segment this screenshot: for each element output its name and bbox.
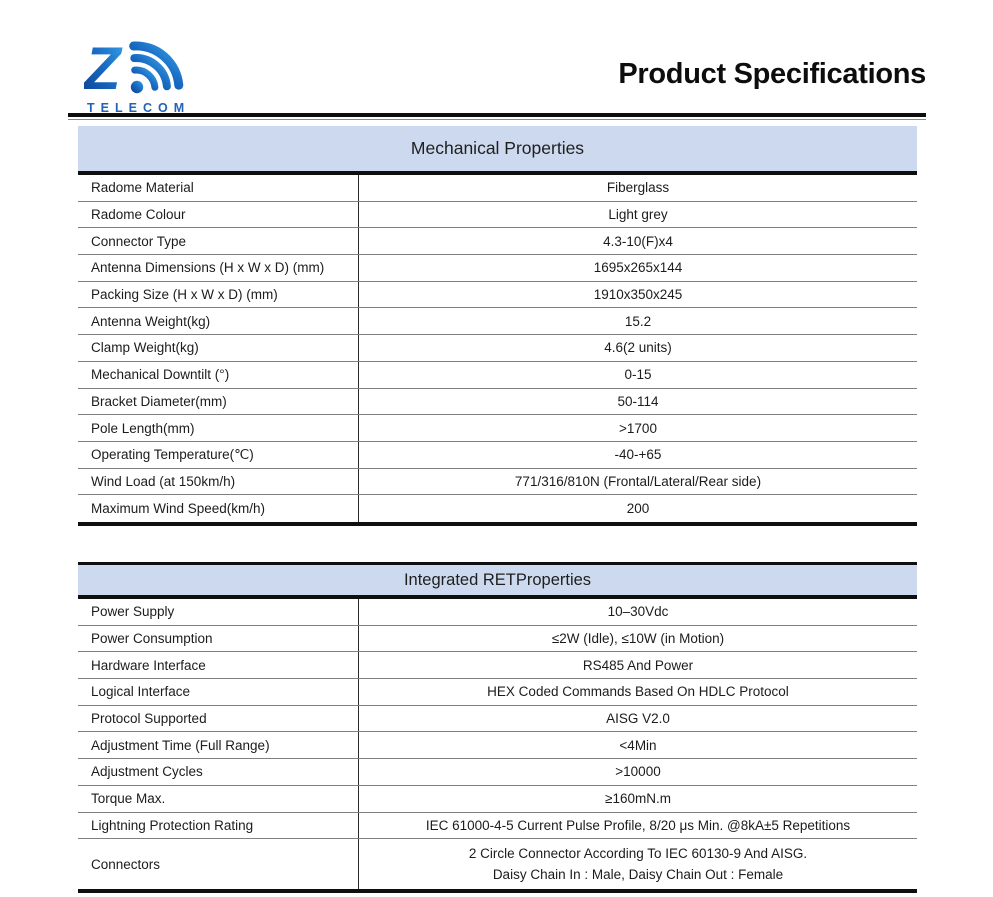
spec-label: Protocol Supported — [78, 706, 359, 732]
spec-value: HEX Coded Commands Based On HDLC Protocol — [487, 684, 789, 700]
table-row — [78, 282, 917, 309]
logo-z-letter: Z — [84, 35, 121, 95]
spec-value: ≤2W (Idle), ≤10W (in Motion) — [551, 631, 725, 647]
spec-value: 4.6(2 units) — [604, 340, 672, 356]
spec-value: AISG V2.0 — [606, 711, 670, 727]
logo-telecom-text: TELECOM — [87, 101, 191, 115]
table-row — [78, 679, 917, 706]
spec-label: Bracket Diameter(mm) — [78, 389, 359, 415]
spec-value: 10–30Vdc — [607, 604, 669, 620]
mechanical-properties-table — [78, 126, 917, 526]
spec-label: Power Consumption — [78, 626, 359, 652]
spec-value: IEC 61000-4-5 Current Pulse Profile, 8/20 μs Min. @8kA±5 Repetitions — [425, 817, 851, 833]
table-row — [78, 813, 917, 840]
spec-label: Adjustment Time (Full Range) — [78, 732, 359, 758]
spec-label: Clamp Weight(kg) — [78, 335, 359, 361]
table-row — [78, 599, 917, 626]
spec-label: Wind Load (at 150km/h) — [78, 469, 359, 495]
table-body — [78, 175, 917, 526]
spec-value: >1700 — [619, 420, 657, 436]
spec-value: <4Min — [619, 737, 657, 753]
spec-value: 200 — [626, 501, 650, 517]
spec-value: 0-15 — [624, 367, 652, 383]
spec-value: 1695x265x144 — [593, 260, 683, 276]
table-row — [78, 442, 917, 469]
spec-value: >10000 — [615, 764, 661, 780]
spec-value: 15.2 — [624, 313, 652, 329]
spec-value: 50-114 — [617, 393, 659, 409]
spec-label: Operating Temperature(℃) — [78, 442, 359, 468]
page-title: Product Specifications — [618, 58, 926, 90]
spec-label: Antenna Weight(kg) — [78, 308, 359, 334]
spec-label: Connector Type — [78, 228, 359, 254]
spec-value: ≥160mN.m — [605, 791, 671, 807]
zd-logo-icon — [84, 33, 202, 95]
table-body — [78, 599, 917, 893]
table-row — [78, 786, 917, 813]
table-row — [78, 469, 917, 496]
table-row — [78, 759, 917, 786]
spec-value-line-2: Daisy Chain In : Male, Daisy Chain Out : Female — [492, 867, 784, 882]
table-row-connectors — [78, 839, 917, 889]
zd-telecom-logo — [84, 33, 204, 115]
spec-label: Connectors — [78, 839, 359, 889]
spec-value: Fiberglass — [606, 180, 670, 196]
spec-label: Maximum Wind Speed(km/h) — [78, 495, 359, 522]
spec-label: Antenna Dimensions (H x W x D) (mm) — [78, 255, 359, 281]
table-row — [78, 706, 917, 733]
spec-value — [359, 839, 917, 889]
table-title: Integrated RETProperties — [78, 565, 917, 599]
header-divider — [68, 113, 926, 120]
table-row — [78, 228, 917, 255]
spec-value: -40-+65 — [614, 447, 662, 463]
table-row — [78, 389, 917, 416]
spec-label: Pole Length(mm) — [78, 415, 359, 441]
table-row — [78, 626, 917, 653]
spec-label: Radome Material — [78, 175, 359, 201]
table-row — [78, 308, 917, 335]
spec-label: Packing Size (H x W x D) (mm) — [78, 282, 359, 308]
table-row — [78, 652, 917, 679]
table-row — [78, 415, 917, 442]
table-row — [78, 362, 917, 389]
spec-label: Adjustment Cycles — [78, 759, 359, 785]
spec-label: Hardware Interface — [78, 652, 359, 678]
spec-label: Torque Max. — [78, 786, 359, 812]
table-row — [78, 335, 917, 362]
table-row — [78, 732, 917, 759]
spec-value: 1910x350x245 — [593, 287, 683, 303]
spec-label: Power Supply — [78, 599, 359, 625]
table-row — [78, 175, 917, 202]
spec-value: RS485 And Power — [582, 657, 694, 673]
integrated-ret-properties-table — [78, 562, 917, 893]
table-row — [78, 202, 917, 229]
table-title: Mechanical Properties — [78, 126, 917, 175]
spec-value: 771/316/810N (Frontal/Lateral/Rear side) — [514, 473, 762, 489]
spec-label: Lightning Protection Rating — [78, 813, 359, 839]
spec-label: Logical Interface — [78, 679, 359, 705]
spec-value: 4.3-10(F)x4 — [603, 233, 673, 249]
spec-value: Light grey — [608, 207, 668, 223]
table-row — [78, 495, 917, 522]
spec-label: Mechanical Downtilt (°) — [78, 362, 359, 388]
spec-value-line-1: 2 Circle Connector According To IEC 60130-9 And AISG. — [468, 845, 808, 861]
table-row — [78, 255, 917, 282]
spec-label: Radome Colour — [78, 202, 359, 228]
